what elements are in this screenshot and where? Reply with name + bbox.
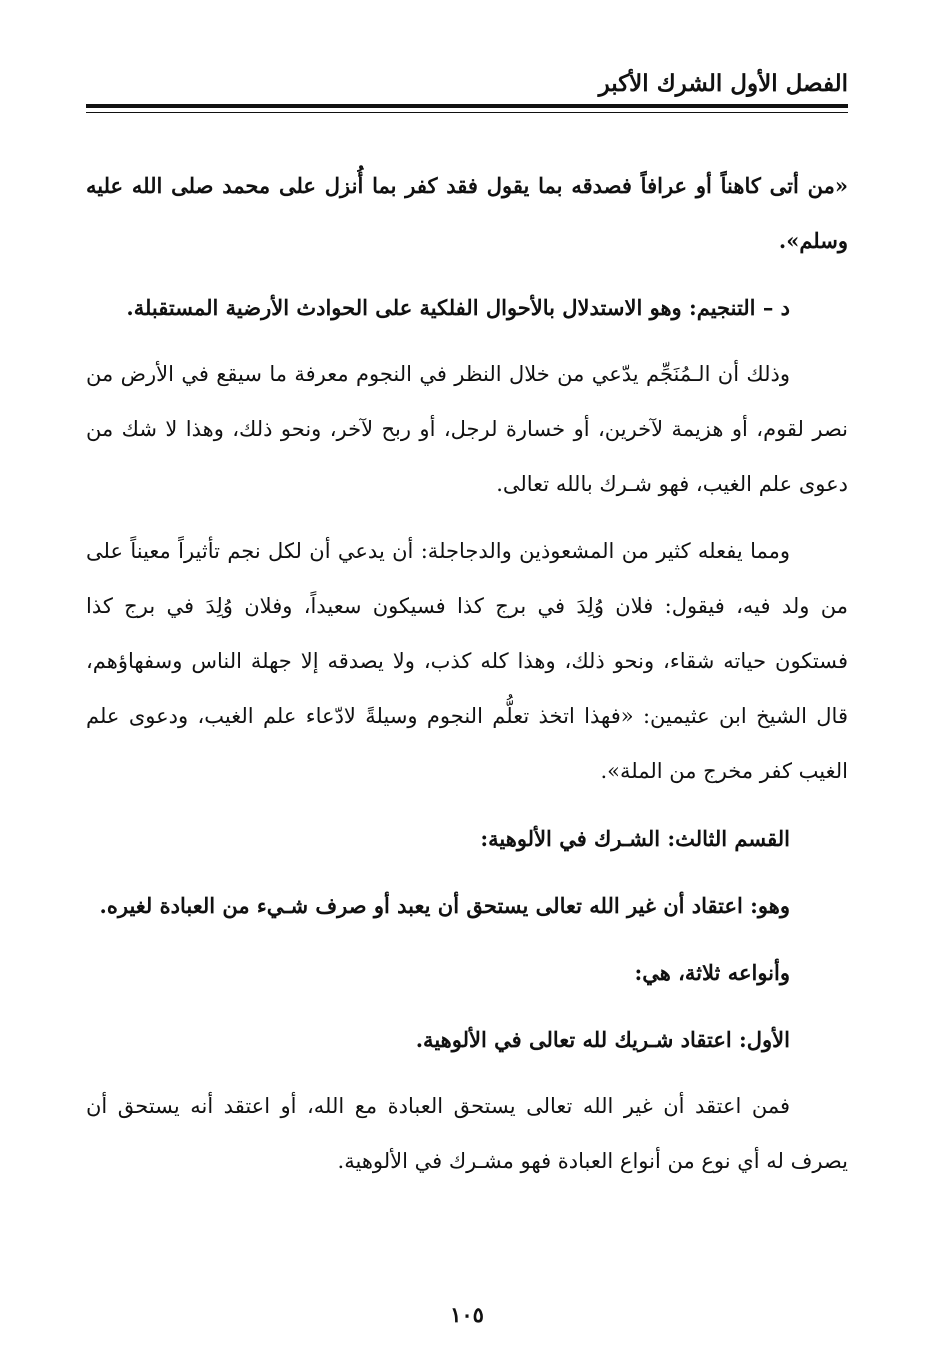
running-header: الفصل الأول الشرك الأكبر xyxy=(598,70,848,97)
book-page xyxy=(86,0,848,1358)
section-heading-uluhiyya: القسم الثالث: الشـرك في الألوهية: xyxy=(480,826,790,851)
paragraph-charlatans: ومما يفعله كثير من المشعوذين والدجاجلة: أن يدعي أن لكل نجم تأثيراً معيناً على من ولد فيه، فيقول: فلان وُلِدَ في برج كذا فسيكون سعيداً، وفلان وُلِدَ في برج كذا فستكون حياته شقاء، ونحو ذلك، وهذا كله كذب، ولا يصدقه إلا جهلة الناس وسفهاؤهم، قال الشيخ ابن عثيمين: «فهذا اتخذ تعلُّم النجوم وسيلةً لادّعاء علم الغيب، ودعوى علم الغيب كفر مخرج من الملة». xyxy=(86,539,848,783)
definition-tanjim: د – التنجيم: وهو الاستدلال بالأحوال الفلكية على الحوادث الأرضية المستقبلة. xyxy=(126,295,790,320)
header-rule-thin xyxy=(86,112,848,113)
types-intro: وأنواعه ثلاثة، هي: xyxy=(634,960,790,985)
page-number: ١٠٥ xyxy=(450,1302,484,1327)
paragraph-explanation: وذلك أن الـمُنَجِّم يدّعي من خلال النظر في النجوم معرفة ما سيقع في الأرض من نصر لقوم، أو هزيمة لآخرين، أو خسارة لرجل، أو ربح لآخر، ونحو ذلك، وهذا لا شك من دعوى علم الغيب، فهو شـرك بالله تعالى. xyxy=(86,362,848,496)
page-content xyxy=(86,158,848,1201)
hadith-quote: «من أتى كاهناً أو عرافاً فصدقه بما يقول فقد كفر بما أُنزل على محمد صلى الله عليه وسلم». xyxy=(86,173,848,253)
first-type-heading: الأول: اعتقاد شـريك لله تعالى في الألوهية. xyxy=(415,1027,790,1052)
definition-uluhiyya: وهو: اعتقاد أن غير الله تعالى يستحق أن يعبد أو صرف شـيء من العبادة لغيره. xyxy=(99,893,790,918)
paragraph-first-type: فمن اعتقد أن غير الله تعالى يستحق العبادة مع الله، أو اعتقد أنه يستحق أن يصرف له أي نوع من أنواع العبادة فهو مشـرك في الألوهية. xyxy=(86,1094,848,1173)
header-rule-thick xyxy=(86,104,848,108)
